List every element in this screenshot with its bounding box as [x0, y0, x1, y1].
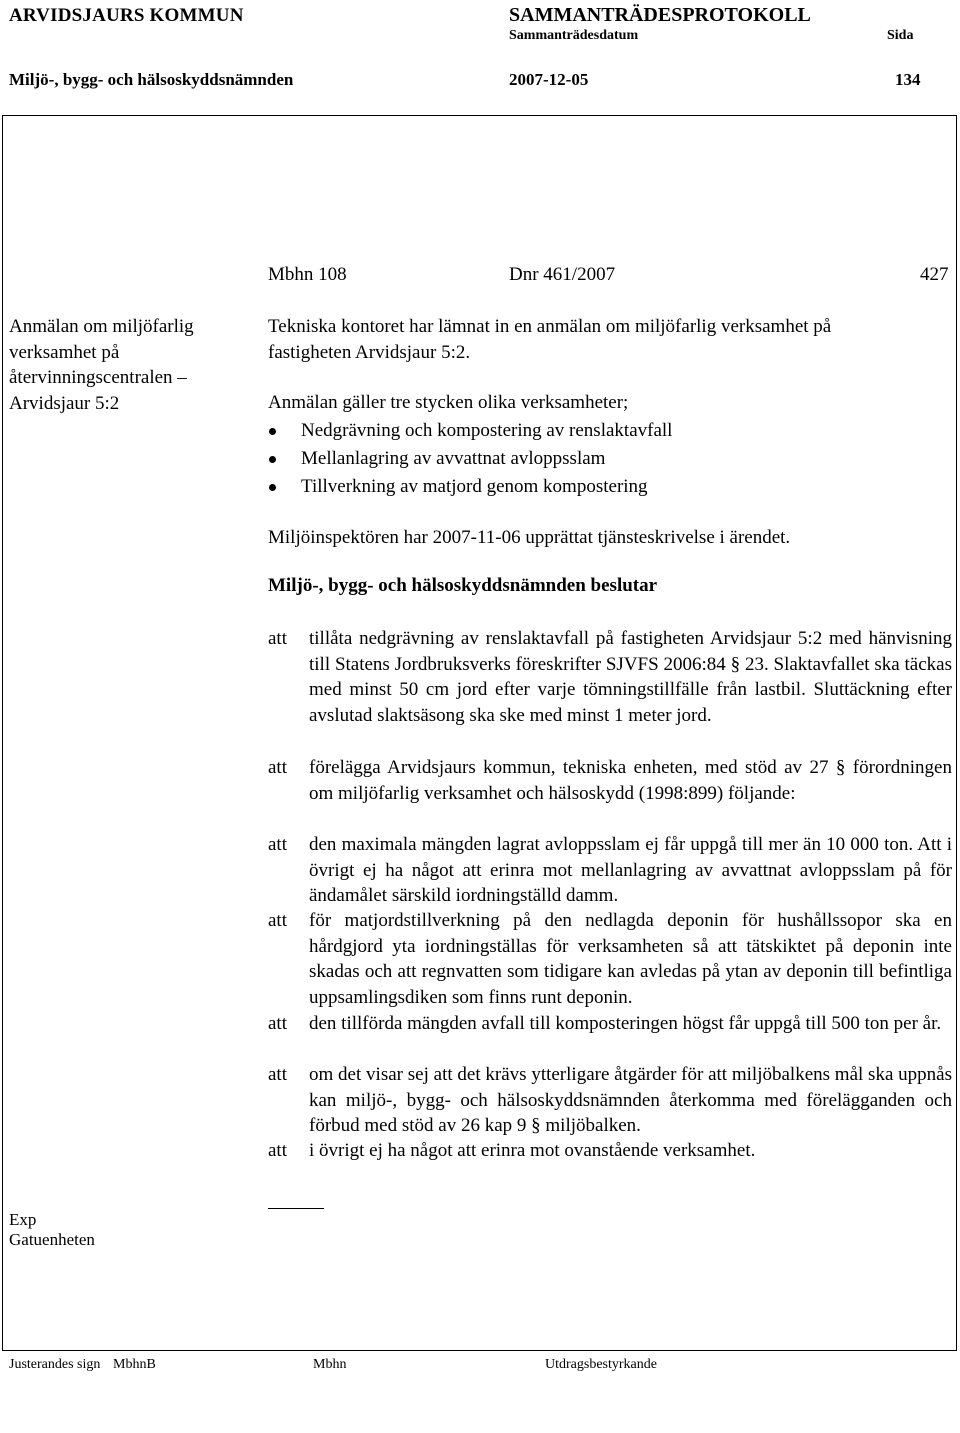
- page-frame: [2, 115, 957, 1350]
- intro-paragraph: [268, 314, 958, 365]
- scope-line: Anmälan gäller tre stycken olika verksamheter;: [268, 392, 629, 413]
- bullet-icon: [269, 456, 276, 463]
- activity-text: Mellanlagring av avvattnat avloppsslam: [301, 448, 606, 469]
- list-item: [268, 417, 948, 445]
- meeting-date: 2007-12-05: [509, 70, 589, 89]
- case-title-line: återvinningscentralen –: [9, 367, 187, 389]
- intro-line: fastigheten Arvidsjaur 5:2.: [268, 341, 471, 363]
- decision-item: [268, 1138, 952, 1164]
- decision-item: [268, 1062, 952, 1139]
- list-item: [268, 473, 948, 501]
- footer-extract-label: Utdragsbestyrkande: [545, 1357, 657, 1372]
- att-label: att: [268, 1140, 287, 1161]
- case-ref: 427: [920, 264, 949, 285]
- footer-sign-org-2: Mbhn: [313, 1357, 347, 1372]
- decision-item: [268, 908, 952, 1011]
- distribution-label: Exp: [9, 1210, 37, 1229]
- footer-rule: [2, 1350, 957, 1351]
- decision-heading: Miljö-, bygg- och hälsoskyddsnämnden beslutar: [268, 575, 658, 596]
- decision-text: den tillförda mängden avfall till komposteringen högst får uppgå till 500 ton per år.: [309, 1013, 942, 1034]
- intro-line: Tekniska kontoret har lämnat in en anmälan om miljöfarlig verksamhet på: [268, 316, 832, 337]
- decision-item: [268, 626, 952, 729]
- bullet-icon: [269, 428, 276, 435]
- inspector-note: Miljöinspektören har 2007-11-06 upprättat tjänsteskrivelse i ärendet.: [268, 527, 791, 548]
- footer-sign-label: Justerandes sign: [9, 1357, 101, 1372]
- activity-list: [268, 417, 948, 501]
- decision-item: [268, 832, 952, 909]
- document-type: SAMMANTRÄDESPROTOKOLL: [509, 4, 811, 26]
- distribution-recipient: Gatuenheten: [9, 1230, 95, 1249]
- page-number: 134: [895, 70, 921, 89]
- case-title-line: Arvidsjaur 5:2: [9, 393, 120, 415]
- att-label: att: [268, 628, 287, 649]
- footer-sign-org: MbhnB: [113, 1357, 156, 1372]
- case-title: [9, 314, 194, 417]
- activity-text: Nedgrävning och kompostering av renslaktavfall: [301, 420, 673, 441]
- att-label: att: [268, 757, 287, 778]
- list-item: [268, 445, 948, 473]
- att-label: att: [268, 1064, 287, 1085]
- decision-text: för matjordstillverkning på den nedlagda deponin för hushållssopor ska en hårdgjord yta iordningställas för verksamheten så att tätskiktet på deponin inte skadas och att regnvatten som tidigare kan avledas på ytan av deponin till befintliga uppsamlingsdiken som finns runt deponin.: [309, 910, 952, 1009]
- decision-text: tillåta nedgrävning av renslaktavfall på fastigheten Arvidsjaur 5:2 med hänvisning till Statens Jordbruksverks föreskrifter SJVFS 2006:84 § 23. Slaktavfallet ska täckas med minst 50 cm jord efter varje tömningstillfälle från lastbil. Sluttäckning efter avslutad slaktsäsong ska ske med minst 1 meter jord.: [309, 628, 952, 727]
- date-label: Sammanträdesdatum: [509, 28, 639, 43]
- decision-item: [268, 1011, 952, 1037]
- activity-text: Tillverkning av matjord genom kompostering: [301, 476, 648, 497]
- case-number: Mbhn 108: [268, 264, 347, 285]
- case-title-line: Anmälan om miljöfarlig: [9, 316, 194, 337]
- decision-text: förelägga Arvidsjaurs kommun, tekniska enheten, med stöd av 27 § förordningen om miljöfarlig verksamhet och hälsoskydd (1998:899) följande:: [309, 757, 952, 804]
- bullet-icon: [269, 484, 276, 491]
- decision-text: om det visar sej att det krävs ytterligare åtgärder för att miljöbalkens mål ska uppnås kan miljö-, bygg- och hälsoskyddsnämnden återkomma med förelägganden och förbud med stöd av 26 kap 9 § miljöbalken.: [309, 1064, 952, 1137]
- committee-name: Miljö-, bygg- och hälsoskyddsnämnden: [9, 70, 294, 89]
- att-label: att: [268, 910, 287, 931]
- org-name: ARVIDSJAURS KOMMUN: [9, 5, 244, 26]
- case-dnr: Dnr 461/2007: [509, 264, 616, 285]
- page-label: Sida: [887, 28, 914, 43]
- decision-text: i övrigt ej ha något att erinra mot ovanstående verksamhet.: [309, 1140, 756, 1161]
- decision-text: den maximala mängden lagrat avloppsslam ej får uppgå till mer än 10 000 ton. Att i övrigt ej ha något att erinra mot mellanlagring av avvattnat avloppsslam på för ändamålet särskild iordningställd damm.: [309, 834, 952, 907]
- att-label: att: [268, 834, 287, 855]
- decision-item: [268, 755, 952, 806]
- end-rule: [268, 1208, 324, 1209]
- case-title-line: verksamhet på: [9, 341, 120, 363]
- att-label: att: [268, 1013, 287, 1034]
